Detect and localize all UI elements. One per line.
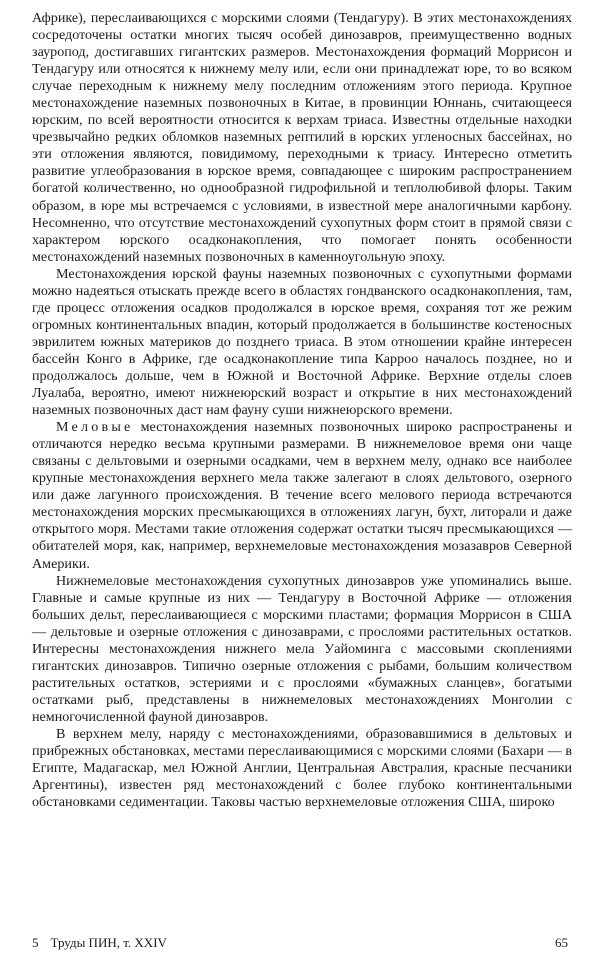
paragraph-1: Африке), переслаивающихся с морскими слоями (Тендагуру). В этих местонахождениях сосредоточены остатки многих тысяч особей динозавров, преимущественно водных зауропод, достигавших гигантских размеров. Местонахождения формаций Моррисон и Тендагуру или относятся к нижнему мелу или, если они принадлежат юре, то во всяком случае переходным к нижнему мелу последним отложениям этого периода. Крупное местонахождение наземных позвоночных в Китае, в провинции Юннань, считающееся юрским, по всей вероятности относится к верхам триаса. Известны отдельные находки чрезвычайно редких обломков наземных рептилий в юрских угленосных бассейнах, но эти отложения являются, повидимому, переходными к триасу. Интересно отметить развитие углеобразования в юрское время, совпадающее с широким распространением богатой количественно, но однообразной гидрофильной и теплолюбивой флоры. Таким образом, в юре мы встречаемся с условиями, в известной мере аналогичными карбону. Несомненно, что отсутствие местонахождений сухопутных форм стоит в прямой связи с характером юрского осадконакопления, что помогает понять особенности местонахождений наземных позвоночных в каменноугольную эпоху. [32, 10, 572, 265]
paragraph-4: Нижнемеловые местонахождения сухопутных динозавров уже упоминались выше. Главные и самые крупные из них — Тендагуру в Восточной Африке — отложения больших дельт, переслаивающиеся с морскими пластами; формация Моррисон в США — дельтовые и озерные отложения с динозаврами, с прослоями растительных остатков. Интересны местонахождения нижнего мела Уайоминга с массовыми скоплениями гигантских динозавров. Типично озерные отложения с рыбами, большим количеством растительных остатков, эстериями и с прослоями «бумажных сланцев», богатыми остатками рыб, представлены в нижнемеловых местонахождениях Монголии с немногочисленной фауной динозавров. [32, 572, 572, 725]
spaced-word-cretaceous: Меловые [56, 419, 134, 436]
paragraph-3-text: местонахождения наземных позвоночных широко распространены и отличаются нередко весьма крупными размерами. В нижнемеловое время они чаще связаны с дельтовыми и озерными осадками, чем в верхнем мелу, однако все наиболее крупные местонахождения верхнего мела также залегают в слоях дельтового, озерного или даже лагунного происхождения. В течение всего мелового периода встречаются местонахождения морских пресмыкающихся в отложениях лагун, бухт, литорали и даже открытого моря. Местами такие отложения содержат остатки тысяч пресмыкающихся — обитателей моря, как, например, верхнемеловые местонахождения мозазавров Северной Америки. [32, 419, 572, 572]
series-title: Труды ПИН, т. XXIV [50, 935, 167, 950]
footer-left [32, 935, 179, 951]
text-body [32, 10, 572, 811]
paragraph-5: В верхнем мелу, наряду с местонахождениями, образовавшимися в дельтовых и прибрежных обстановках, местами переслаивающимися с морскими слоями (Бахари — в Египте, Мадагаскар, мел Южной Англии, Центральная Австралия, красные песчаники Аргентины), известен ряд местонахождений с более глубоко континентальными обстановками седиментации. Таковы частью верхнемеловые отложения США, широко [32, 725, 572, 811]
page-footer [32, 935, 568, 951]
paragraph-2: Местонахождения юрской фауны наземных позвоночных с сухопутными формами можно надеяться отыскать прежде всего в областях гондванского осадконакопления, там, где процесс отложения осадков продолжался в юрское время, сохраняя тот же режим огромных континентальных впадин, который продолжается в большинстве костеносных эврилитем южных материков до позднего триаса. В этом отношении крайне интересен бассейн Конго в Африке, где осадконакопление типа Карроо началось позднее, но и продолжалось дольше, чем в Южной и Восточной Африке. Верхние отделы слоев Луалаба, вероятно, имеют нижнеюрский возраст и открытие в них местонахождений наземных позвоночных даст нам фауну суши нижнеюрского времени. [32, 265, 572, 419]
page-number: 65 [555, 935, 568, 950]
signature-mark: 5 [32, 935, 39, 950]
paragraph-3 [32, 419, 572, 572]
